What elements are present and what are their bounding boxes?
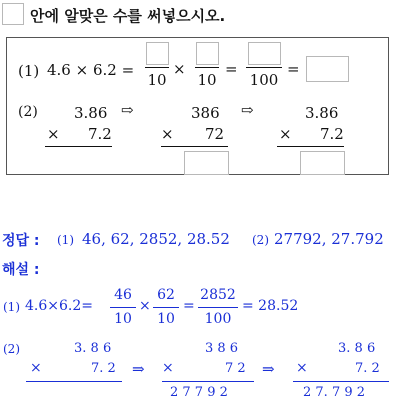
answer-2-label: (2) — [252, 233, 269, 247]
explanation-1-lhs: 4.6×6.2= — [25, 298, 93, 314]
denominator-1: 10 — [114, 311, 132, 327]
multiplier-a: 7.2 — [88, 125, 112, 143]
explanation-multiplicand-a: 3. 8 6 — [74, 341, 112, 356]
times-sign: × — [173, 60, 186, 78]
numerator-blank-1[interactable] — [146, 42, 169, 65]
denominator-3: 100 — [249, 71, 279, 89]
multiplier-c: 7.2 — [320, 125, 344, 143]
multiplicand-a: 3.86 — [74, 104, 108, 122]
explanation-multiplier-c: 7. 2 — [355, 361, 380, 376]
answer-2-values: 27792, 27.792 — [274, 230, 384, 248]
problem-1-fraction-3 — [246, 42, 282, 92]
problem-1-fraction-1 — [145, 42, 169, 92]
explanation-underline-a — [26, 381, 122, 382]
product-blank-c[interactable] — [300, 151, 345, 175]
times-sign: × — [47, 125, 60, 143]
times-sign: × — [279, 125, 292, 143]
explanation-1-result: = 28.52 — [242, 298, 299, 314]
explanation-product-c: 2 7. 7 9 2 — [303, 385, 366, 400]
times-sign: × — [162, 360, 174, 376]
numerator-1: 46 — [114, 287, 132, 303]
arrow-icon: ⇨ — [121, 101, 134, 119]
instruction-answer-box-icon — [2, 3, 24, 25]
multiplier-b: 72 — [205, 125, 225, 143]
arrow-icon: ⇒ — [262, 360, 275, 378]
explanation-fraction-2 — [153, 287, 179, 331]
denominator-1: 10 — [147, 71, 167, 89]
equals-sign: = — [225, 60, 238, 78]
explanation-underline-c — [293, 381, 389, 382]
explanation-multiplicand-b: 3 8 6 — [205, 341, 239, 356]
explanation-fraction-3 — [198, 287, 238, 331]
explanation-1-label: (1) — [3, 300, 20, 314]
instruction-text: 안에 알맞은 수를 써넣으시오. — [30, 7, 226, 25]
numerator-blank-2[interactable] — [196, 42, 219, 65]
explanation-2-label: (2) — [3, 342, 20, 356]
problem-1-label: (1) — [18, 62, 40, 80]
times-sign: × — [161, 125, 174, 143]
denominator-3: 100 — [204, 311, 232, 327]
explanation-label: 해설 : — [2, 262, 40, 278]
explanation-fraction-1 — [110, 287, 136, 331]
times-sign: × — [30, 360, 42, 376]
arrow-icon: ⇨ — [241, 101, 254, 119]
answer-1-values: 46, 62, 2852, 28.52 — [82, 230, 230, 248]
denominator-2: 10 — [197, 71, 217, 89]
underline-b — [161, 146, 228, 147]
numerator-2: 62 — [157, 287, 175, 303]
multiplicand-b: 386 — [191, 104, 220, 122]
problem-2-label: (2) — [18, 104, 38, 120]
explanation-multiplier-a: 7. 2 — [91, 361, 116, 376]
multiplicand-c: 3.86 — [305, 104, 339, 122]
underline-c — [277, 146, 344, 147]
problem-1-expression: 4.6 × 6.2 = — [47, 61, 135, 79]
arrow-icon: ⇒ — [132, 360, 145, 378]
numerator-3: 2852 — [200, 287, 236, 303]
answer-1-label: (1) — [57, 233, 74, 247]
equals-sign: = — [183, 298, 195, 314]
equals-sign: = — [287, 60, 300, 78]
explanation-multiplier-b: 7 2 — [225, 361, 246, 376]
explanation-product-b: 2 7 7 9 2 — [170, 385, 228, 400]
problem-1-fraction-2 — [195, 42, 219, 92]
times-sign: × — [296, 360, 308, 376]
times-sign: × — [139, 298, 151, 314]
explanation-multiplicand-c: 3. 8 6 — [338, 341, 376, 356]
product-blank-b[interactable] — [184, 151, 229, 175]
result-blank[interactable] — [306, 56, 349, 82]
numerator-blank-3[interactable] — [248, 42, 281, 65]
denominator-2: 10 — [157, 311, 175, 327]
underline-a — [45, 146, 112, 147]
answer-label: 정답 : — [2, 233, 40, 249]
explanation-underline-b — [162, 381, 254, 382]
